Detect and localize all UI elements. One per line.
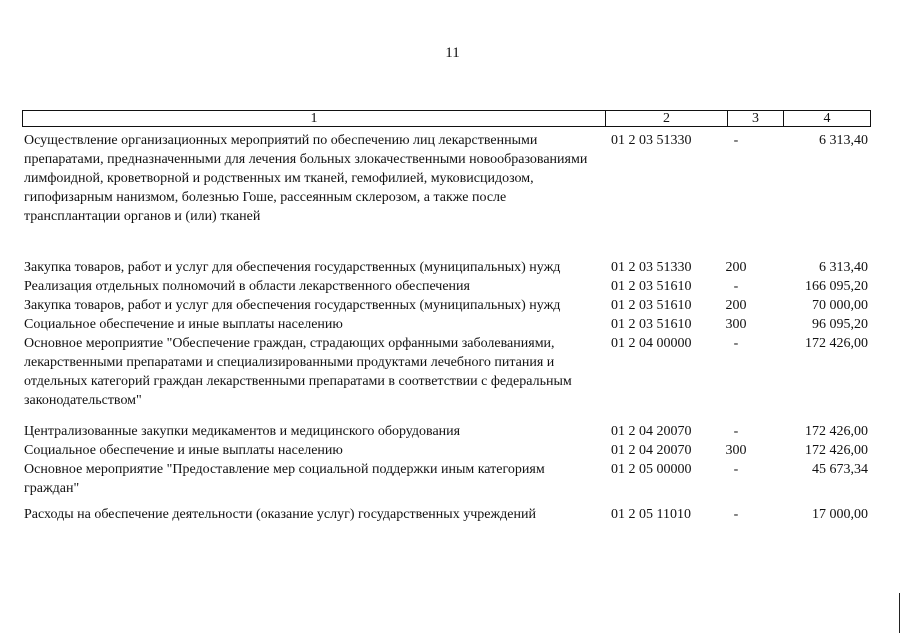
header-col-4: 4: [823, 111, 831, 126]
table-row: [24, 334, 871, 410]
scan-edge-line: [899, 593, 900, 633]
row-amount: 6 313,40: [819, 133, 868, 148]
row-code: 01 2 03 51610: [611, 279, 692, 294]
row-name: Основное мероприятие "Предоставление мер социальной поддержки иным категориям граждан": [24, 462, 545, 496]
row-type: -: [733, 336, 739, 351]
row-type: 200: [725, 260, 747, 275]
row-amount: 172 426,00: [805, 336, 868, 351]
row-amount: 45 673,34: [812, 462, 868, 477]
row-type: -: [733, 133, 739, 148]
table-header: [22, 110, 871, 127]
row-code: 01 2 03 51330: [611, 260, 692, 275]
row-amount: 166 095,20: [805, 279, 868, 294]
row-name: Основное мероприятие "Обеспечение граждан, страдающих орфанными заболеваниями, лекарственными препаратами и специализированными продуктами лечебного питания и отдельных категорий граждан лекарственными препаратами в соответствии с федеральным законодательством": [24, 336, 572, 408]
table-row: [24, 258, 871, 277]
row-type: 200: [725, 298, 747, 313]
row-amount: 6 313,40: [819, 260, 868, 275]
table-row: [24, 460, 871, 498]
table-row: [24, 131, 871, 226]
row-code: 01 2 05 00000: [611, 462, 692, 477]
row-amount: 17 000,00: [812, 507, 868, 522]
row-amount: 70 000,00: [812, 298, 868, 313]
row-code: 01 2 03 51610: [611, 317, 692, 332]
header-col-2: 2: [606, 111, 728, 126]
row-type: -: [733, 279, 739, 294]
row-name: Реализация отдельных полномочий в области лекарственного обеспечения: [24, 279, 470, 294]
row-name: Закупка товаров, работ и услуг для обеспечения государственных (муниципальных) нужд: [24, 260, 561, 275]
row-name: Осуществление организационных мероприятий по обеспечению лиц лекарственными препаратами, предназначенными для лечения больных злокачественными новообразованиями лимфоидной, кроветворной и родственных им тканей, гемофилией, муковисцидозом, гипофизарным нанизмом, болезнью Гоше, рассеянным склерозом, а также после трансплантации органов и (или) тканей: [24, 133, 588, 224]
row-name: Социальное обеспечение и иные выплаты населению: [24, 317, 343, 332]
header-col-3: 3: [728, 111, 784, 126]
row-code: 01 2 03 51330: [611, 133, 692, 148]
row-type: -: [733, 462, 739, 477]
row-code: 01 2 04 20070: [611, 443, 692, 458]
page-number: 11: [445, 45, 460, 61]
table-row: [24, 422, 871, 441]
table-row: [24, 505, 871, 524]
row-code: 01 2 04 00000: [611, 336, 692, 351]
row-code: 01 2 04 20070: [611, 424, 692, 439]
row-type: -: [733, 424, 739, 439]
row-code: 01 2 03 51610: [611, 298, 692, 313]
row-name: Закупка товаров, работ и услуг для обеспечения государственных (муниципальных) нужд: [24, 298, 561, 313]
row-type: 300: [725, 443, 747, 458]
row-type: -: [733, 507, 739, 522]
row-amount: 172 426,00: [805, 443, 868, 458]
row-amount: 96 095,20: [812, 317, 868, 332]
row-name: Расходы на обеспечение деятельности (оказание услуг) государственных учреждений: [24, 507, 536, 522]
table-row: [24, 296, 871, 315]
row-name: Централизованные закупки медикаментов и медицинского оборудования: [24, 424, 461, 439]
row-amount: 172 426,00: [805, 424, 868, 439]
row-type: 300: [725, 317, 747, 332]
row-code: 01 2 05 11010: [611, 507, 691, 522]
table-row: [24, 315, 871, 334]
table-row: [24, 277, 871, 296]
header-col-1: 1: [23, 111, 606, 126]
table-row: [24, 441, 871, 460]
row-name: Социальное обеспечение и иные выплаты населению: [24, 443, 343, 458]
table-body: [24, 131, 871, 524]
